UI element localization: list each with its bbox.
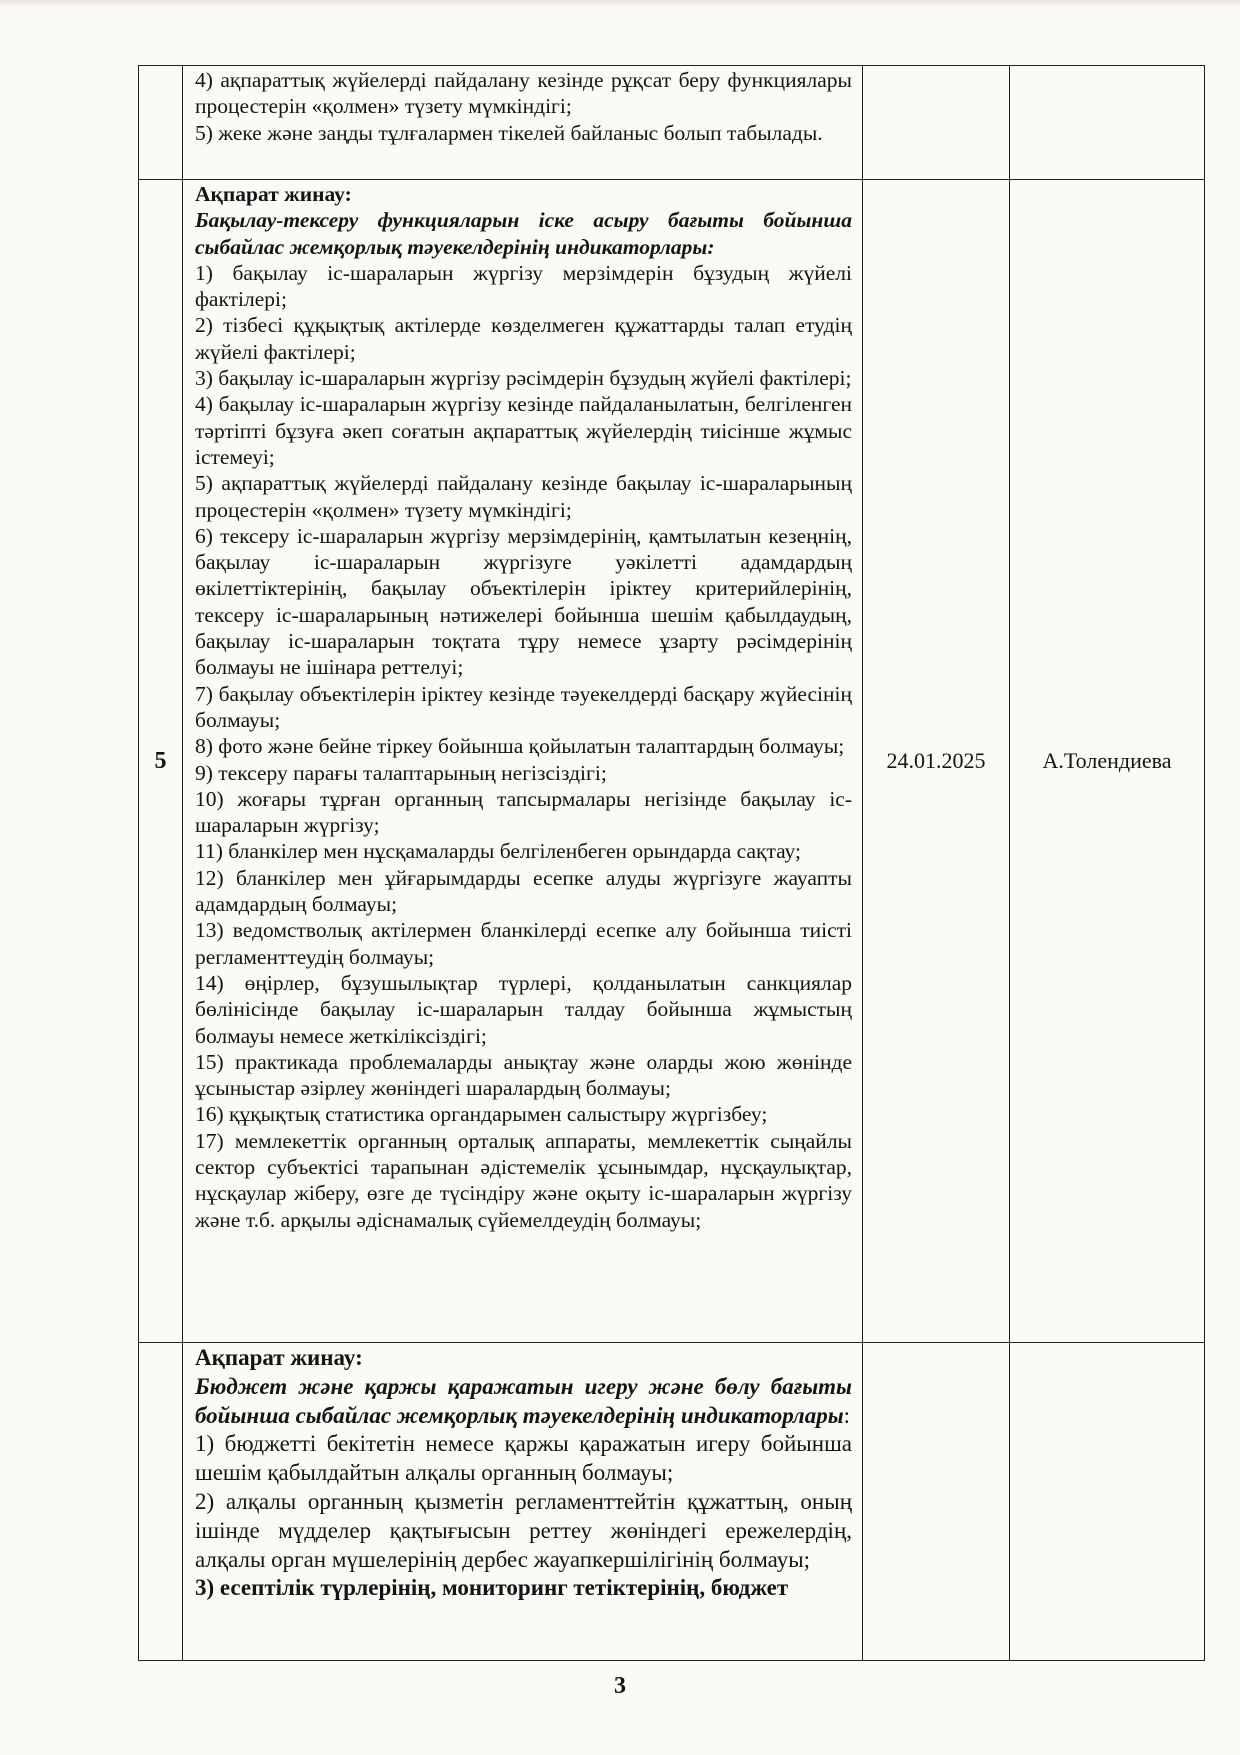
- list-item: 4) ақпараттық жүйелерді пайдалану кезінде рұқсат беру функциялары процестерін «қолмен» түзету мүмкіндігі;: [195, 68, 852, 119]
- list-item: 5) жеке және заңды тұлғалармен тікелей байланыс болып табылады.: [195, 120, 823, 145]
- list-item: 10) жоғары тұрған органның тапсырмалары негізінде бақылау іс-шараларын жүргізу;: [195, 786, 852, 838]
- section-heading: Ақпарат жинау:: [195, 182, 352, 206]
- list-item: 3) бақылау іс-шараларын жүргізу рәсімдерін бұзудың жүйелі фактілері;: [195, 366, 852, 391]
- row-number: 5: [139, 180, 183, 1343]
- table-row-5: [139, 180, 1205, 1343]
- list-item: 5) ақпараттық жүйелерді пайдалану кезінде бақылау іс-шараларының процестерін «қолмен» түзету мүмкіндігі;: [195, 471, 852, 522]
- list-item: 17) мемлекеттік органның орталық аппараты, мемлекеттік сыңайлы сектор субъектісі тарапынан әдістемелік ұсынымдар, нұсқаулықтар, нұсқаулар жіберу, өзге де түсіндіру және оқыту іс-шараларын жүргізу және т.б. арқылы әдіснамалық сүйемелдеудің болмауы;: [195, 1128, 852, 1232]
- deadline-cell: [863, 1343, 1010, 1661]
- measures-table: [138, 65, 1205, 1661]
- list-item: 7) бақылау объектілерін іріктеу кезінде тәуекелдерді басқару жүйесінің болмауы;: [195, 681, 852, 732]
- measure-description-cell: [183, 180, 863, 1343]
- table-row-continuation: [139, 66, 1205, 180]
- row-number-cell: [139, 1343, 183, 1661]
- list-item: 6) тексеру іс-шараларын жүргізу мерзімдерінің, қамтылатын кезеңнің, бақылау іс-шараларын жүргізуге уәкілетті адамдардың өкілеттіктерінің, бақылау объектілерін іріктеу критерийлерінің, тексеру іс-шараларының нәтижелері бойынша шешім қабылдаудың, бақылау іс-шараларын тоқтата тұру немесе ұзарту рәсімдерінің болмауы не ішінара реттелуі;: [195, 523, 852, 680]
- list-item: 9) тексеру парағы талаптарының негізсіздігі;: [195, 760, 607, 785]
- scan-edge: [0, 0, 1240, 8]
- deadline-cell: [863, 66, 1010, 180]
- list-item: 14) өңірлер, бұзушылықтар түрлері, қолданылатын санкциялар бөлінісінде бақылау іс-шараларын талдау бойынша жұмыстың болмауы немесе жеткіліксіздігі;: [195, 970, 852, 1048]
- list-item: 1) бюджетті бекітетін немесе қаржы қаражатын игеру бойынша шешім қабылдайтын алқалы органның болмауы;: [195, 1431, 852, 1486]
- deadline-date: 24.01.2025: [863, 180, 1010, 1343]
- table-row-next: [139, 1343, 1205, 1661]
- row-number-cell: [139, 66, 183, 180]
- list-item: 11) бланкілер мен нұсқамаларды белгіленбеген орындарда сақтау;: [195, 839, 801, 864]
- list-item: 8) фото және бейне тіркеу бойынша қойылатын талаптардың болмауы;: [195, 734, 845, 759]
- section-heading: Ақпарат жинау:: [195, 1345, 363, 1370]
- list-item: 1) бақылау іс-шараларын жүргізу мерзімдерін бұзудың жүйелі фактілері;: [195, 260, 852, 312]
- measure-description-cell: [183, 1343, 863, 1661]
- list-item: 12) бланкілер мен ұйғарымдарды есепке алуды жүргізуге жауапты адамдардың болмауы;: [195, 865, 852, 917]
- indicators-subheading: Бақылау-тексеру функцияларын іске асыру бағыты бойынша сыбайлас жемқорлық тәуекелдерінің индикаторлары:: [195, 208, 852, 259]
- responsible-cell: [1010, 1343, 1205, 1661]
- list-item: 4) бақылау іс-шараларын жүргізу кезінде пайдаланылатын, белгіленген тәртіпті бұзуға әкеп соғатын ақпараттық жүйелердің тиісінше жұмыс істемеуі;: [195, 392, 852, 469]
- indicators-subheading: Бюджет және қаржы қаражатын игеру және бөлу бағыты бойынша сыбайлас жемқорлық тәуекелдерінің индикаторлары: [195, 1373, 852, 1428]
- measure-description-cell: [183, 66, 863, 180]
- subheading-colon: :: [843, 1402, 851, 1428]
- page-number: 3: [614, 1673, 626, 1699]
- list-item: 2) алқалы органның қызметін регламенттейтін құжаттың, оның ішінде мүдделер қақтығысын реттеу жөніндегі ережелердің, алқалы орган мүшелерінің дербес жауапкершілігінің болмауы;: [195, 1488, 852, 1572]
- list-item: 3) есептілік түрлерінің, мониторинг тетіктерінің, бюджет: [195, 1575, 789, 1601]
- responsible-cell: [1010, 66, 1205, 180]
- list-item: 13) ведомстволық актілермен бланкілерді есепке алу бойынша тиісті регламенттеудің болмауы;: [195, 918, 852, 969]
- list-item: 16) құқықтық статистика органдарымен салыстыру жүргізбеу;: [195, 1102, 768, 1127]
- responsible-person: А.Толендиева: [1010, 180, 1205, 1343]
- list-item: 2) тізбесі құқықтық актілерде көзделмеген құжаттарды талап етудің жүйелі фактілері;: [195, 313, 852, 364]
- list-item: 15) практикада проблемаларды анықтау және оларды жою жөнінде ұсыныстар әзірлеу жөніндегі шаралардың болмауы;: [195, 1049, 852, 1101]
